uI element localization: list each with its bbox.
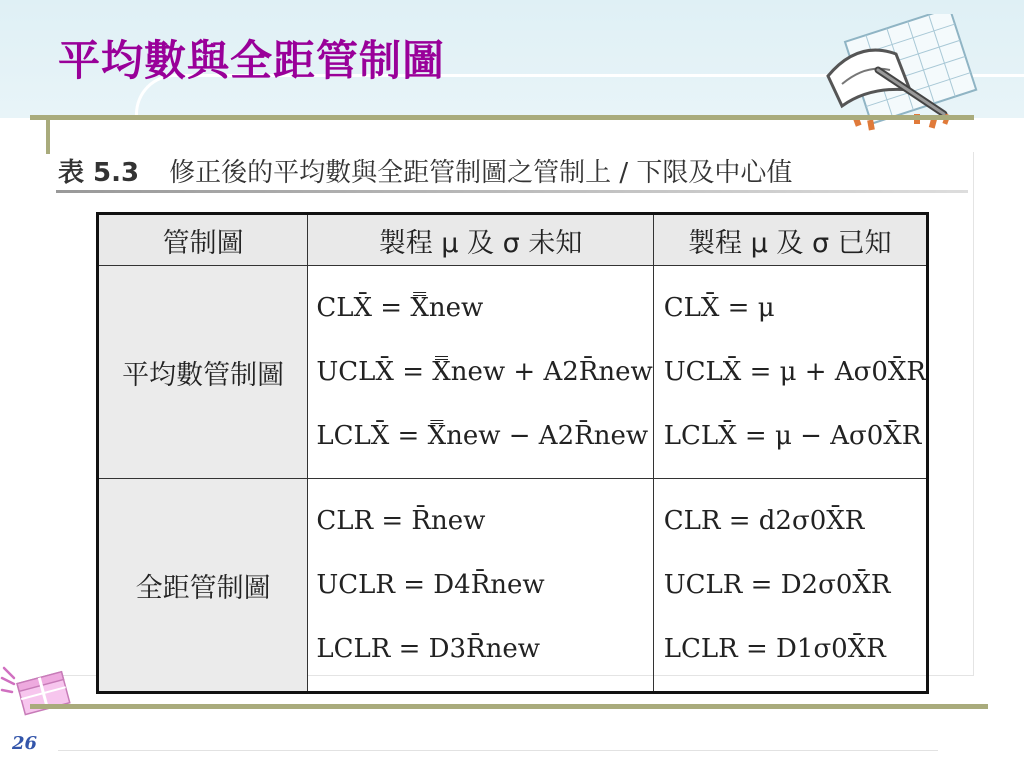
row-label-mean-chart: 平均數管制圖 — [98, 266, 308, 479]
header-params-known: 製程 μ 及 σ 已知 — [653, 214, 927, 266]
table-image-panel — [50, 152, 974, 676]
formula: LCLX̄ = X̿new − A2R̄new — [316, 421, 649, 451]
formula: CLX̄ = μ — [663, 293, 775, 323]
formulas-known-mean — [653, 266, 927, 479]
top-divider — [30, 115, 974, 120]
formula: CLX̄ = X̿new — [316, 293, 484, 323]
table-row — [98, 479, 928, 693]
formula: UCLR = D4R̄new — [316, 570, 545, 600]
table-caption — [58, 152, 792, 189]
formula: UCLX̄ = X̿new + A2R̄new — [316, 357, 653, 387]
gift-box-icon — [0, 664, 78, 718]
header-params-unknown: 製程 μ 及 σ 未知 — [308, 214, 653, 266]
left-divider-tick — [46, 118, 50, 154]
formula: UCLX̄ = μ + Aσ0X̄R — [663, 357, 926, 387]
formula: LCLX̄ = μ − Aσ0X̄R — [663, 421, 922, 451]
bottom-divider — [30, 704, 988, 709]
formula: UCLR = D2σ0X̄R — [663, 570, 891, 600]
footer-faint-line — [58, 750, 938, 751]
table-caption-number: 表 5.3 — [58, 158, 140, 188]
table-row — [98, 266, 928, 479]
formulas-unknown-mean — [308, 266, 653, 479]
formulas-unknown-range — [308, 479, 653, 693]
header-chart-type: 管制圖 — [98, 214, 308, 266]
control-limits-table — [96, 212, 929, 694]
page-number: 26 — [12, 733, 38, 754]
table-caption-text: 修正後的平均數與全距管制圖之管制上 / 下限及中心值 — [169, 158, 793, 188]
formulas-known-range — [653, 479, 927, 693]
formula: CLR = d2σ0X̄R — [663, 506, 865, 536]
table-header-row — [98, 214, 928, 266]
row-label-range-chart: 全距管制圖 — [98, 479, 308, 693]
slide-title: 平均數與全距管制圖 — [58, 36, 446, 85]
formula: LCLR = D1σ0X̄R — [663, 634, 886, 664]
formula: CLR = R̄new — [316, 506, 486, 536]
formula: LCLR = D3R̄new — [316, 634, 541, 664]
caption-underline — [56, 190, 968, 193]
